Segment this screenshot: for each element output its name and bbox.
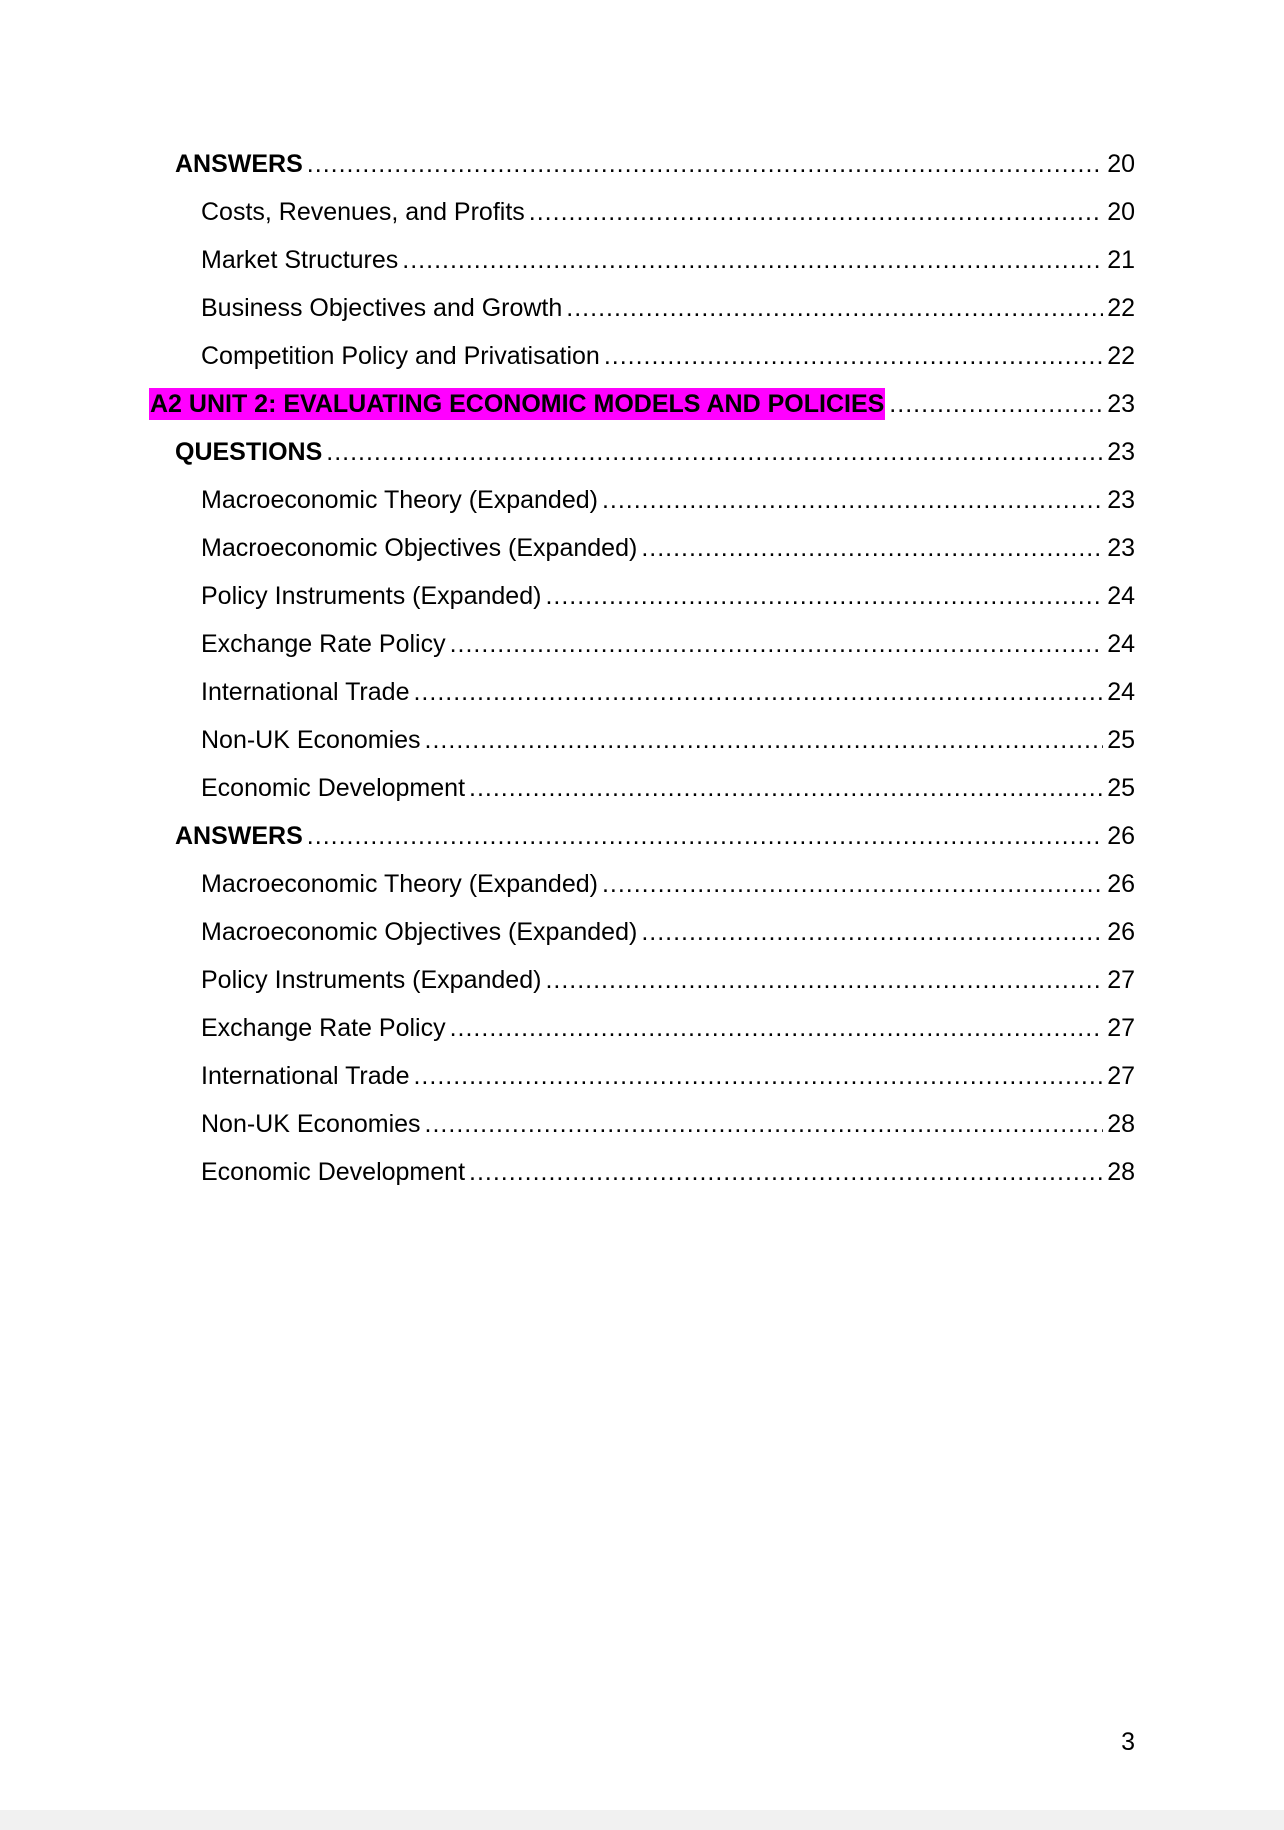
toc-entry-title: ANSWERS: [175, 822, 303, 850]
toc-entry-title: Policy Instruments (Expanded): [201, 582, 542, 610]
toc-entry-page: 28: [1107, 1110, 1135, 1138]
toc-entry[interactable]: [201, 284, 1135, 324]
toc-dot-leader: [529, 196, 1103, 228]
toc-entry-page: 23: [1107, 534, 1135, 562]
toc-dot-leader: [545, 580, 1103, 612]
toc-entry[interactable]: [175, 812, 1135, 852]
toc-entry-title: Macroeconomic Theory (Expanded): [201, 870, 598, 898]
toc-entry[interactable]: [175, 428, 1135, 468]
toc-entry[interactable]: [201, 188, 1135, 228]
toc-entry[interactable]: [201, 1148, 1135, 1188]
toc-dot-leader: [425, 1108, 1104, 1140]
toc-dot-leader: [413, 676, 1103, 708]
toc-entry-page: 24: [1107, 678, 1135, 706]
toc-entry-title: Business Objectives and Growth: [201, 294, 563, 322]
toc-dot-leader: [469, 1156, 1103, 1188]
toc-dot-leader: [402, 244, 1103, 276]
toc-dot-leader: [450, 628, 1104, 660]
toc-entry[interactable]: [201, 1052, 1135, 1092]
toc-entry-page: 25: [1107, 726, 1135, 754]
toc-entry-page: 23: [1107, 486, 1135, 514]
toc-entry-page: 24: [1107, 582, 1135, 610]
toc-entry-page: 27: [1107, 966, 1135, 994]
toc-entry-page: 26: [1107, 918, 1135, 946]
toc-entry-title: Costs, Revenues, and Profits: [201, 198, 525, 226]
toc-dot-leader: [566, 292, 1103, 324]
toc-entry-page: 21: [1107, 246, 1135, 274]
toc-entry-page: 24: [1107, 630, 1135, 658]
toc-entry-page: 20: [1107, 150, 1135, 178]
toc-entry[interactable]: [201, 860, 1135, 900]
toc-entry[interactable]: [201, 332, 1135, 372]
toc-entry[interactable]: [201, 908, 1135, 948]
toc-entry-page: 20: [1107, 198, 1135, 226]
toc-entry-page: 26: [1107, 822, 1135, 850]
toc-entry-title: Market Structures: [201, 246, 399, 274]
toc-entry[interactable]: [201, 476, 1135, 516]
toc-entry[interactable]: [201, 956, 1135, 996]
toc-entry-title: International Trade: [201, 1062, 410, 1090]
toc-dot-leader: [641, 916, 1103, 948]
toc-entry-page: 27: [1107, 1014, 1135, 1042]
toc-entry-title: QUESTIONS: [175, 438, 323, 466]
toc-entry[interactable]: [201, 764, 1135, 804]
toc-entry[interactable]: [175, 140, 1135, 180]
toc-entry-title: International Trade: [201, 678, 410, 706]
toc-dot-leader: [307, 148, 1103, 180]
toc-dot-leader: [545, 964, 1103, 996]
toc-entry-page: 23: [1107, 438, 1135, 466]
toc-entry-title: Macroeconomic Objectives (Expanded): [201, 918, 638, 946]
toc-entry-title: Exchange Rate Policy: [201, 630, 446, 658]
toc-entry[interactable]: [201, 236, 1135, 276]
toc-entry-page: 25: [1107, 774, 1135, 802]
toc-dot-leader: [604, 340, 1103, 372]
toc-entry-title: Non-UK Economies: [201, 726, 421, 754]
toc-entry-title: Macroeconomic Theory (Expanded): [201, 486, 598, 514]
toc-entry[interactable]: [201, 1100, 1135, 1140]
toc-dot-leader: [326, 436, 1103, 468]
toc-entry-title: ANSWERS: [175, 150, 303, 178]
toc-entry-title: Exchange Rate Policy: [201, 1014, 446, 1042]
toc-dot-leader: [307, 820, 1103, 852]
toc-dot-leader: [889, 388, 1103, 420]
toc-dot-leader: [413, 1060, 1103, 1092]
toc-dot-leader: [602, 484, 1103, 516]
toc-dot-leader: [425, 724, 1104, 756]
toc-dot-leader: [602, 868, 1103, 900]
toc-entry-page: 22: [1107, 342, 1135, 370]
page-edge: [0, 1810, 1284, 1830]
toc-entry-page: 27: [1107, 1062, 1135, 1090]
toc-entry[interactable]: [149, 380, 1135, 420]
toc-entry[interactable]: [201, 524, 1135, 564]
toc-entry-title: Macroeconomic Objectives (Expanded): [201, 534, 638, 562]
toc-dot-leader: [641, 532, 1103, 564]
toc-entry[interactable]: [201, 620, 1135, 660]
toc-entry-title: Economic Development: [201, 1158, 466, 1186]
toc-dot-leader: [469, 772, 1103, 804]
toc-entry-page: 28: [1107, 1158, 1135, 1186]
toc-entry-title: Non-UK Economies: [201, 1110, 421, 1138]
toc-entry-title: Competition Policy and Privatisation: [201, 342, 600, 370]
toc-entry[interactable]: [201, 716, 1135, 756]
toc-entry-title: Policy Instruments (Expanded): [201, 966, 542, 994]
toc-entry-title: Economic Development: [201, 774, 466, 802]
toc-entry-page: 23: [1107, 390, 1135, 418]
toc-entry-title: A2 UNIT 2: EVALUATING ECONOMIC MODELS AND POLICIES: [150, 390, 885, 418]
page-number: 3: [1121, 1728, 1135, 1756]
toc-entry-page: 26: [1107, 870, 1135, 898]
toc-entry[interactable]: [201, 572, 1135, 612]
toc-entry[interactable]: [201, 1004, 1135, 1044]
toc-entry[interactable]: [201, 668, 1135, 708]
toc-dot-leader: [450, 1012, 1104, 1044]
toc-entry-page: 22: [1107, 294, 1135, 322]
